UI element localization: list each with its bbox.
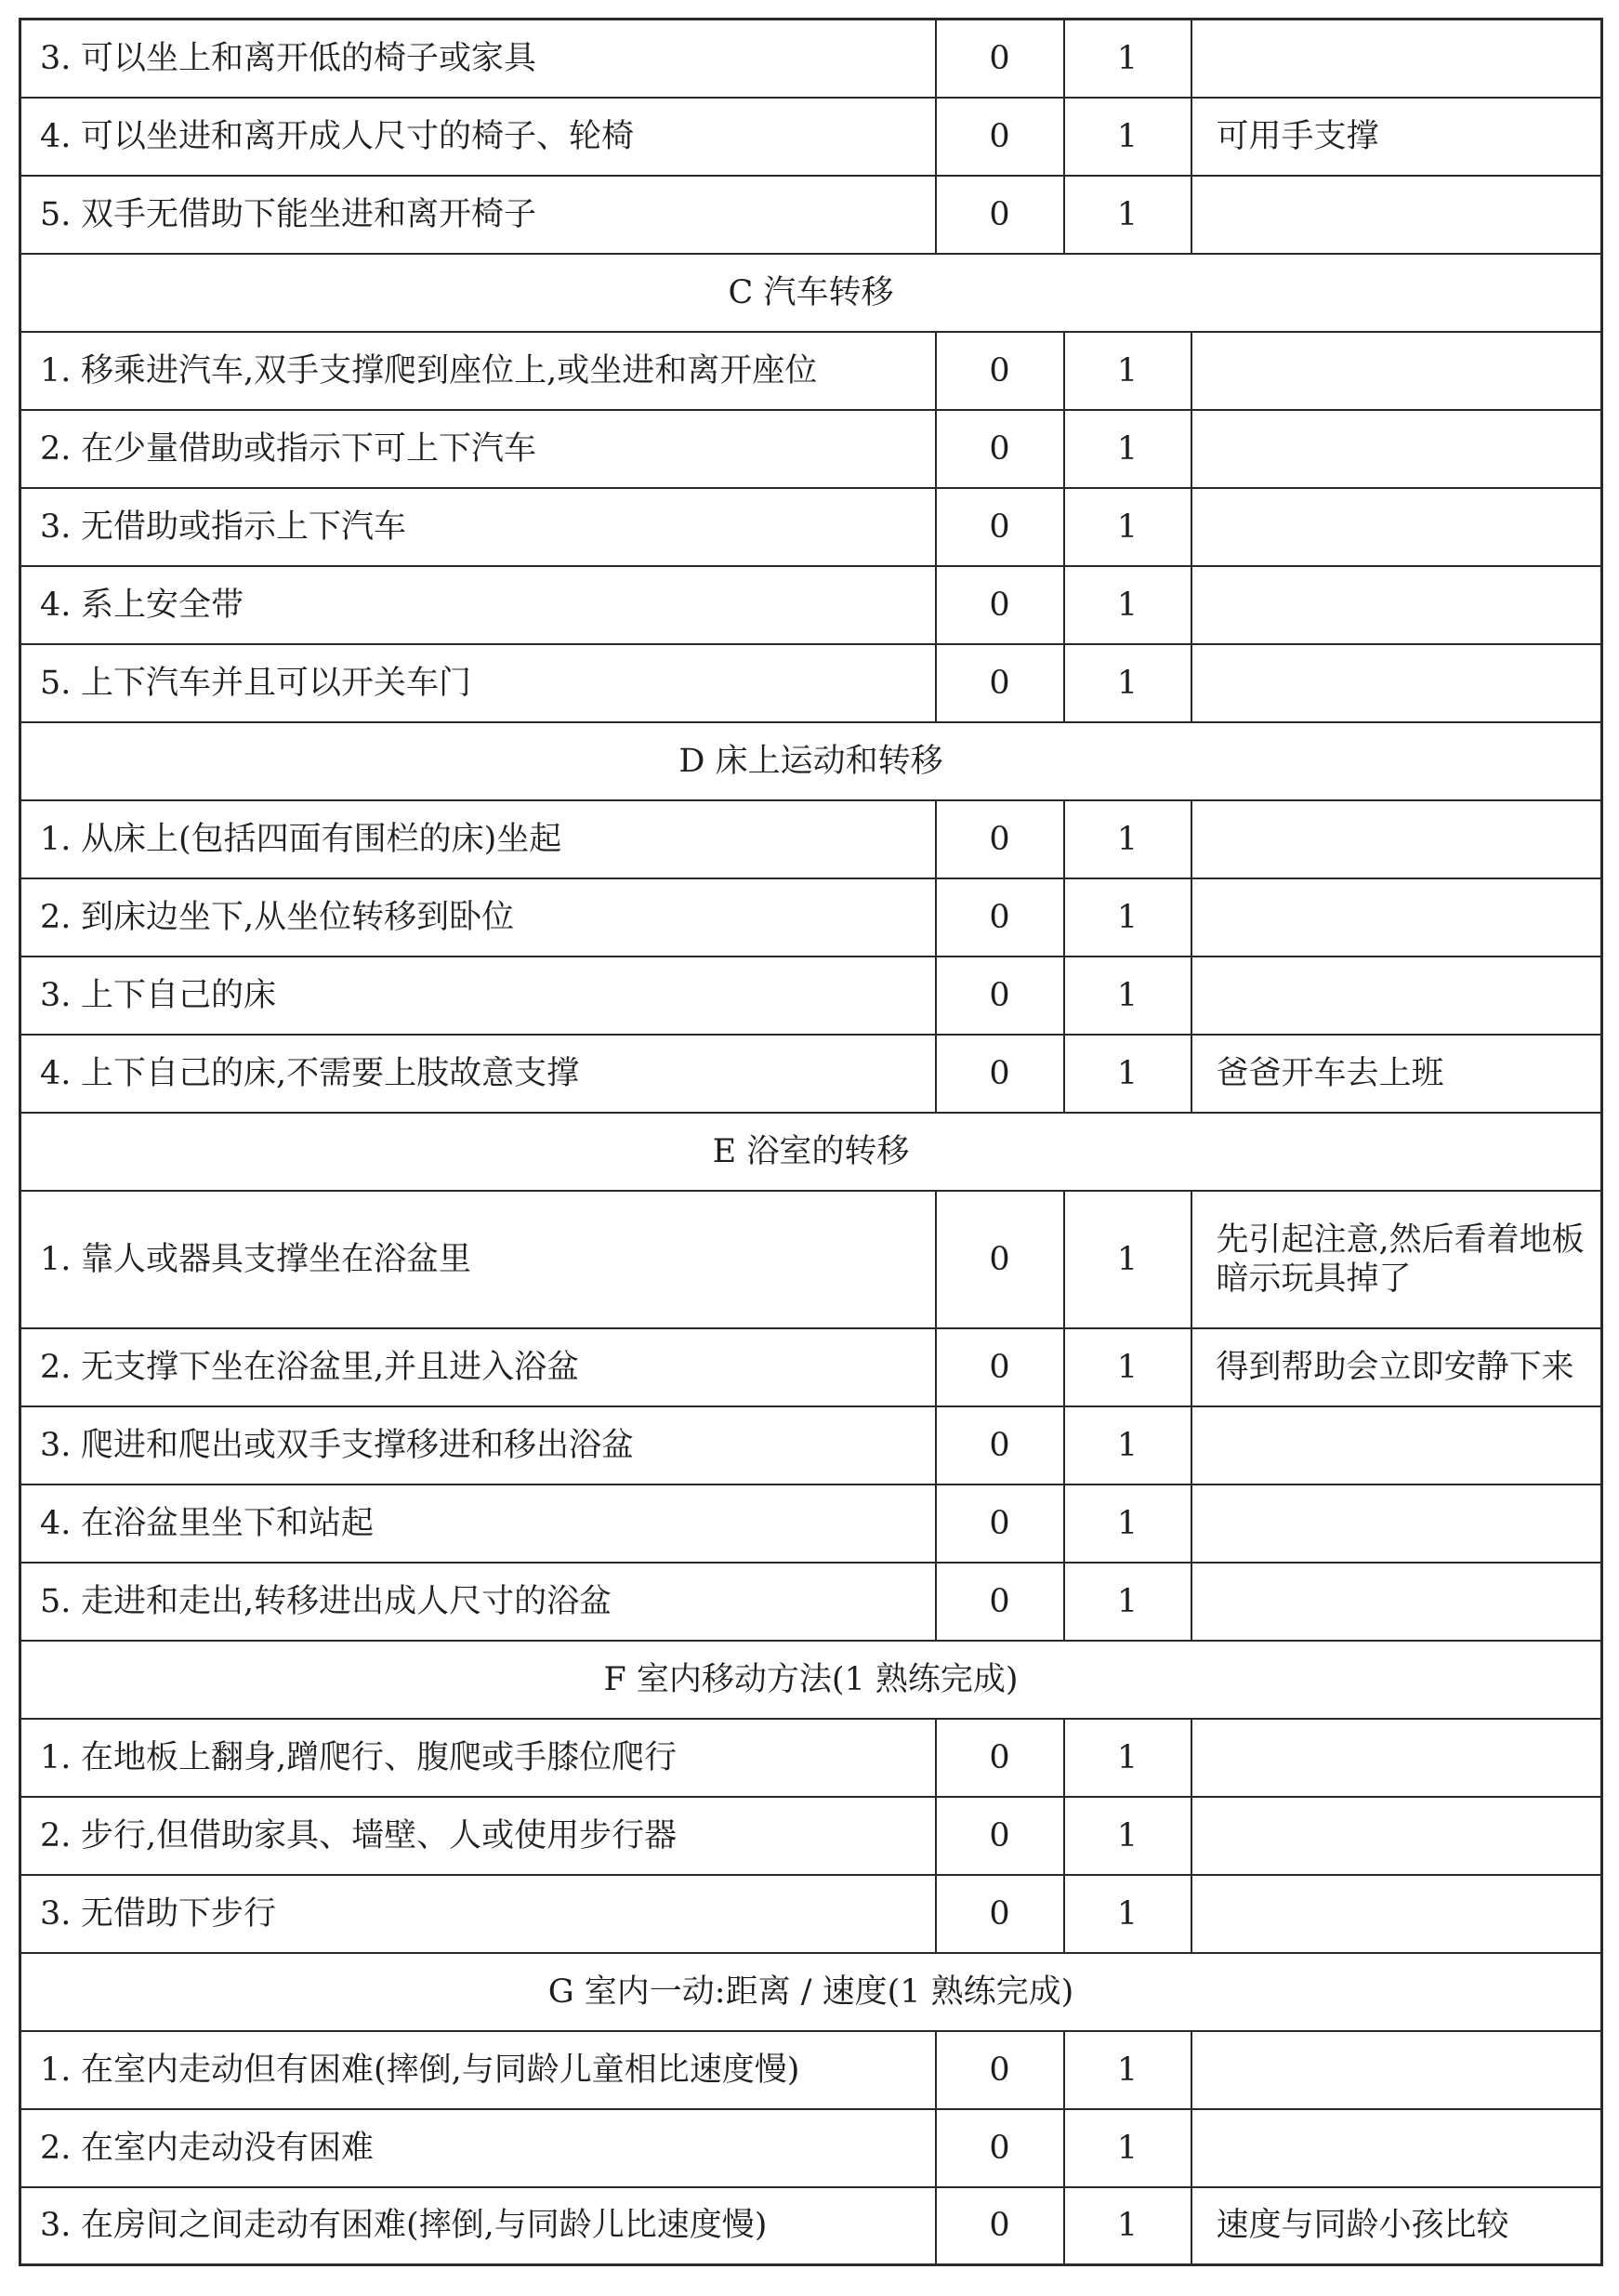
item-number: 5.	[40, 664, 72, 702]
score-zero-cell: 0	[936, 410, 1064, 488]
score-one-cell: 1	[1064, 98, 1191, 176]
score-one-cell: 1	[1064, 1484, 1191, 1563]
score-zero-cell: 0	[936, 20, 1064, 98]
score-one-cell: 1	[1064, 2031, 1191, 2109]
item-number: 4.	[40, 1504, 72, 1542]
table-row	[20, 1035, 1602, 1113]
note-cell	[1191, 488, 1602, 566]
table-row	[20, 332, 1602, 410]
section-header-row	[20, 1641, 1602, 1719]
score-zero-cell: 0	[936, 1797, 1064, 1875]
item-cell	[20, 878, 936, 957]
note-cell	[1191, 566, 1602, 644]
item-text: 爬进和爬出或双手支撑移进和移出浴盆	[81, 1426, 635, 1464]
note-cell	[1191, 1484, 1602, 1563]
section-header-row	[20, 722, 1602, 800]
item-cell	[20, 1191, 936, 1328]
item-text: 移乘进汽车,双手支撑爬到座位上,或坐进和离开座位	[81, 351, 818, 389]
table-row	[20, 957, 1602, 1035]
item-number: 3.	[40, 39, 72, 77]
item-text: 上下汽车并且可以开关车门	[81, 664, 472, 702]
item-number: 2.	[40, 1816, 72, 1854]
item-text: 可以坐进和离开成人尺寸的椅子、轮椅	[81, 117, 635, 155]
section-header-row	[20, 1953, 1602, 2031]
score-one-cell: 1	[1064, 1191, 1191, 1328]
item-number: 4.	[40, 117, 72, 155]
score-zero-cell: 0	[936, 1563, 1064, 1641]
table-row	[20, 176, 1602, 254]
item-number: 2.	[40, 1348, 72, 1386]
table-row	[20, 410, 1602, 488]
item-cell	[20, 176, 936, 254]
item-cell	[20, 1875, 936, 1953]
table-row	[20, 1875, 1602, 1953]
item-number: 2.	[40, 429, 72, 468]
score-zero-cell: 0	[936, 2187, 1064, 2265]
table-row	[20, 1563, 1602, 1641]
note-cell: 可用手支撑	[1191, 98, 1602, 176]
score-one-cell: 1	[1064, 332, 1191, 410]
item-number: 5.	[40, 195, 72, 233]
note-cell	[1191, 176, 1602, 254]
item-cell	[20, 566, 936, 644]
table-row	[20, 566, 1602, 644]
score-one-cell: 1	[1064, 957, 1191, 1035]
item-text: 无借助或指示上下汽车	[81, 508, 407, 546]
score-one-cell: 1	[1064, 20, 1191, 98]
note-cell	[1191, 1719, 1602, 1797]
table-row	[20, 800, 1602, 878]
item-text: 上下自己的床	[81, 976, 277, 1014]
table-row	[20, 878, 1602, 957]
table-row	[20, 1484, 1602, 1563]
note-cell	[1191, 332, 1602, 410]
note-cell	[1191, 800, 1602, 878]
note-cell: 得到帮助会立即安静下来	[1191, 1328, 1602, 1406]
score-one-cell: 1	[1064, 488, 1191, 566]
note-cell	[1191, 1875, 1602, 1953]
score-zero-cell: 0	[936, 1406, 1064, 1484]
note-cell	[1191, 2109, 1602, 2187]
note-cell	[1191, 1406, 1602, 1484]
item-number: 4.	[40, 586, 72, 624]
item-cell	[20, 1035, 936, 1113]
item-cell	[20, 1406, 936, 1484]
item-number: 3.	[40, 1426, 72, 1464]
item-cell	[20, 644, 936, 722]
note-cell: 爸爸开车去上班	[1191, 1035, 1602, 1113]
score-one-cell: 1	[1064, 410, 1191, 488]
item-cell	[20, 488, 936, 566]
item-number: 1.	[40, 351, 72, 389]
assessment-table	[19, 18, 1603, 2266]
table-row	[20, 2187, 1602, 2265]
table-body	[20, 20, 1602, 2265]
item-cell	[20, 2187, 936, 2265]
item-cell	[20, 1797, 936, 1875]
note-cell: 速度与同龄小孩比较	[1191, 2187, 1602, 2265]
score-one-cell: 1	[1064, 2109, 1191, 2187]
item-text: 无借助下步行	[81, 1894, 277, 1933]
item-number: 4.	[40, 1054, 72, 1092]
score-one-cell: 1	[1064, 878, 1191, 957]
score-zero-cell: 0	[936, 566, 1064, 644]
item-number: 1.	[40, 820, 72, 858]
item-cell	[20, 1328, 936, 1406]
score-zero-cell: 0	[936, 1035, 1064, 1113]
assessment-sheet	[19, 18, 1600, 2266]
item-text: 可以坐上和离开低的椅子或家具	[81, 39, 537, 77]
table-row	[20, 1328, 1602, 1406]
score-zero-cell: 0	[936, 957, 1064, 1035]
score-zero-cell: 0	[936, 1191, 1064, 1328]
item-text: 双手无借助下能坐进和离开椅子	[81, 195, 537, 233]
item-text: 上下自己的床,不需要上肢故意支撑	[81, 1054, 580, 1092]
item-number: 3.	[40, 508, 72, 546]
item-text: 在少量借助或指示下可上下汽车	[81, 429, 537, 468]
score-one-cell: 1	[1064, 800, 1191, 878]
item-text: 走进和走出,转移进出成人尺寸的浴盆	[81, 1582, 612, 1620]
item-text: 从床上(包括四面有围栏的床)坐起	[81, 820, 562, 858]
table-row	[20, 1191, 1602, 1328]
note-cell	[1191, 957, 1602, 1035]
note-cell	[1191, 20, 1602, 98]
item-cell	[20, 332, 936, 410]
score-zero-cell: 0	[936, 1484, 1064, 1563]
section-title: E 浴室的转移	[20, 1113, 1602, 1191]
table-row	[20, 644, 1602, 722]
table-row	[20, 488, 1602, 566]
score-zero-cell: 0	[936, 98, 1064, 176]
note-cell	[1191, 2031, 1602, 2109]
section-header-row	[20, 1113, 1602, 1191]
table-row	[20, 2031, 1602, 2109]
item-text: 在房间之间走动有困难(摔倒,与同龄儿比速度慢)	[81, 2207, 768, 2245]
score-one-cell: 1	[1064, 2187, 1191, 2265]
item-text: 在室内走动没有困难	[81, 2129, 375, 2167]
item-cell	[20, 2109, 936, 2187]
table-row	[20, 98, 1602, 176]
item-cell	[20, 1484, 936, 1563]
item-number: 2.	[40, 898, 72, 936]
score-one-cell: 1	[1064, 176, 1191, 254]
score-one-cell: 1	[1064, 1563, 1191, 1641]
table-row	[20, 1406, 1602, 1484]
score-zero-cell: 0	[936, 644, 1064, 722]
note-cell	[1191, 410, 1602, 488]
score-one-cell: 1	[1064, 1797, 1191, 1875]
item-cell	[20, 1563, 936, 1641]
item-text: 到床边坐下,从坐位转移到卧位	[81, 898, 515, 936]
note-cell	[1191, 644, 1602, 722]
note-cell	[1191, 1797, 1602, 1875]
item-number: 3.	[40, 2207, 72, 2245]
score-zero-cell: 0	[936, 2031, 1064, 2109]
note-cell	[1191, 878, 1602, 957]
item-cell	[20, 20, 936, 98]
note-cell: 先引起注意,然后看着地板暗示玩具掉了	[1191, 1191, 1602, 1328]
score-one-cell: 1	[1064, 1406, 1191, 1484]
item-cell	[20, 98, 936, 176]
score-zero-cell: 0	[936, 1719, 1064, 1797]
score-zero-cell: 0	[936, 1875, 1064, 1953]
score-zero-cell: 0	[936, 488, 1064, 566]
score-zero-cell: 0	[936, 878, 1064, 957]
item-text: 无支撑下坐在浴盆里,并且进入浴盆	[81, 1348, 580, 1386]
score-one-cell: 1	[1064, 1719, 1191, 1797]
table-row	[20, 1719, 1602, 1797]
section-title: D 床上运动和转移	[20, 722, 1602, 800]
score-zero-cell: 0	[936, 1328, 1064, 1406]
table-row	[20, 20, 1602, 98]
score-one-cell: 1	[1064, 1875, 1191, 1953]
score-zero-cell: 0	[936, 332, 1064, 410]
item-number: 2.	[40, 2129, 72, 2167]
item-text: 靠人或器具支撑坐在浴盆里	[81, 1240, 472, 1278]
section-header-row	[20, 254, 1602, 332]
table-row	[20, 1797, 1602, 1875]
item-cell	[20, 2031, 936, 2109]
item-text: 步行,但借助家具、墙壁、人或使用步行器	[81, 1816, 678, 1854]
score-one-cell: 1	[1064, 644, 1191, 722]
item-number: 1.	[40, 1738, 72, 1776]
score-one-cell: 1	[1064, 1328, 1191, 1406]
score-zero-cell: 0	[936, 800, 1064, 878]
item-number: 1.	[40, 2051, 72, 2089]
item-cell	[20, 800, 936, 878]
item-number: 1.	[40, 1240, 72, 1278]
section-title: G 室内一动:距离 / 速度(1 熟练完成)	[20, 1953, 1602, 2031]
item-number: 3.	[40, 976, 72, 1014]
score-one-cell: 1	[1064, 1035, 1191, 1113]
section-title: C 汽车转移	[20, 254, 1602, 332]
item-text: 在室内走动但有困难(摔倒,与同龄儿童相比速度慢)	[81, 2051, 800, 2089]
table-row	[20, 2109, 1602, 2187]
item-number: 5.	[40, 1582, 72, 1620]
score-zero-cell: 0	[936, 176, 1064, 254]
item-text: 系上安全带	[81, 586, 244, 624]
item-text: 在浴盆里坐下和站起	[81, 1504, 375, 1542]
item-cell	[20, 1719, 936, 1797]
item-number: 3.	[40, 1894, 72, 1933]
item-cell	[20, 410, 936, 488]
item-cell	[20, 957, 936, 1035]
item-text: 在地板上翻身,蹭爬行、腹爬或手膝位爬行	[81, 1738, 678, 1776]
section-title: F 室内移动方法(1 熟练完成)	[20, 1641, 1602, 1719]
note-cell	[1191, 1563, 1602, 1641]
score-zero-cell: 0	[936, 2109, 1064, 2187]
score-one-cell: 1	[1064, 566, 1191, 644]
